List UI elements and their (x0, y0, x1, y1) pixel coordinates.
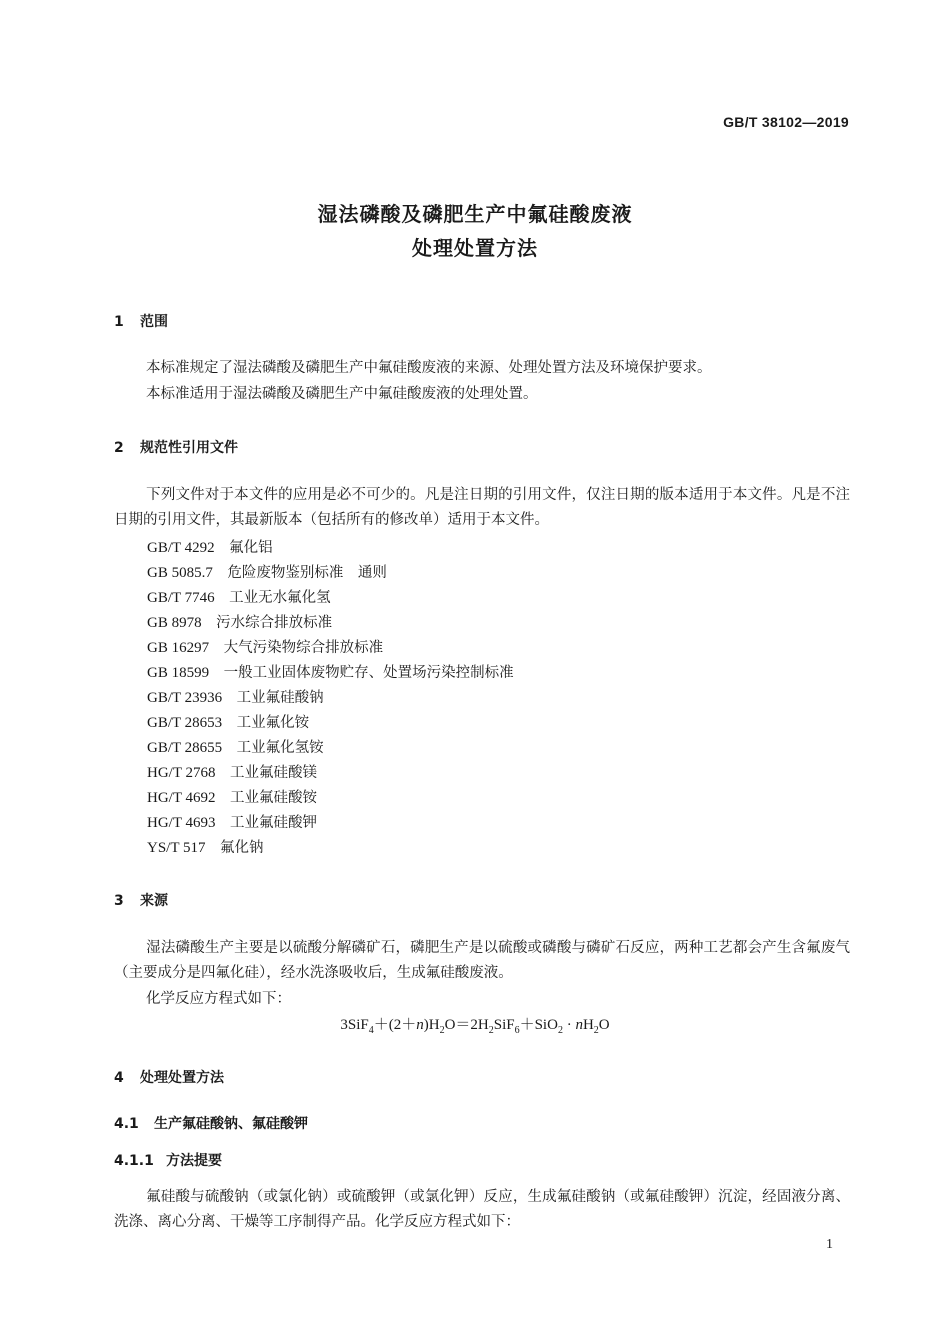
section-title: 处理处置方法 (140, 1070, 224, 1086)
section-number: 4.1.1 (114, 1153, 154, 1169)
section-title: 生产氟硅酸钠、氟硅酸钾 (154, 1116, 308, 1132)
paragraph: 氟硅酸与硫酸钠（或氯化钠）或硫酸钾（或氯化钾）反应，生成氟硅酸钠（或氟硅酸钾）沉淀，经固液分离、洗涤、离心分离、干燥等工序制得产品。化学反应方程式如下： (114, 1189, 850, 1230)
section-4-1-heading (114, 1113, 308, 1133)
reference-item: GB 16297 大气污染物综合排放标准 (147, 640, 384, 656)
standard-number: GB/T 38102—2019 (723, 114, 849, 130)
section-3-heading (114, 890, 168, 910)
reference-item: GB 5085.7 危险废物鉴别标准 通则 (147, 565, 387, 581)
reference-item: GB/T 23936 工业氟硅酸钠 (147, 690, 324, 706)
section-4-heading (114, 1067, 224, 1087)
reference-item: GB/T 4292 氟化铝 (147, 540, 273, 556)
section-number: 4.1 (114, 1116, 139, 1132)
page-number: 1 (826, 1237, 833, 1252)
section-4-1-1-heading (114, 1150, 222, 1170)
section-number: 4 (114, 1070, 124, 1086)
section-2-heading (114, 437, 238, 457)
reference-item: HG/T 2768 工业氟硅酸镁 (147, 765, 317, 781)
chemical-equation: $3SiF_4+(2+n)H_2O=2H_2SiF_6+SiO_2 \cdot nH_2O$ (340, 1017, 610, 1036)
paragraph: 湿法磷酸生产主要是以硫酸分解磷矿石，磷肥生产是以硫酸或磷酸与磷矿石反应，两种工艺都会产生含氟废气（主要成分是四氟化硅），经水洗涤吸收后，生成氟硅酸废液。 (114, 940, 850, 981)
paragraph: 本标准适用于湿法磷酸及磷肥生产中氟硅酸废液的处理处置。 (146, 386, 538, 402)
reference-item: GB 8978 污水综合排放标准 (147, 615, 333, 631)
document-title-line2: 处理处置方法 (412, 236, 538, 260)
section-number: 1 (114, 314, 124, 330)
reference-item: GB/T 28655 工业氟化氢铵 (147, 740, 324, 756)
section-number: 3 (114, 893, 124, 909)
section-title: 来源 (140, 893, 168, 909)
section-1-heading (114, 311, 168, 331)
section-number: 2 (114, 440, 124, 456)
section-title: 范围 (140, 314, 168, 330)
reference-item: HG/T 4692 工业氟硅酸铵 (147, 790, 317, 806)
paragraph: 化学反应方程式如下： (146, 991, 291, 1007)
section-title: 规范性引用文件 (140, 440, 238, 456)
paragraph: 本标准规定了湿法磷酸及磷肥生产中氟硅酸废液的来源、处理处置方法及环境保护要求。 (146, 360, 712, 376)
paragraph: 下列文件对于本文件的应用是必不可少的。凡是注日期的引用文件，仅注日期的版本适用于本文件。凡是不注日期的引用文件，其最新版本（包括所有的修改单）适用于本文件。 (114, 487, 850, 528)
reference-item: GB/T 28653 工业氟化铵 (147, 715, 310, 731)
reference-item: YS/T 517 氟化钠 (147, 840, 264, 856)
reference-item: GB 18599 一般工业固体废物贮存、处置场污染控制标准 (147, 665, 514, 681)
document-title-line1: 湿法磷酸及磷肥生产中氟硅酸废液 (317, 202, 633, 226)
section-title: 方法提要 (166, 1153, 222, 1169)
reference-item: GB/T 7746 工业无水氟化氢 (147, 590, 331, 606)
reference-item: HG/T 4693 工业氟硅酸钾 (147, 815, 317, 831)
